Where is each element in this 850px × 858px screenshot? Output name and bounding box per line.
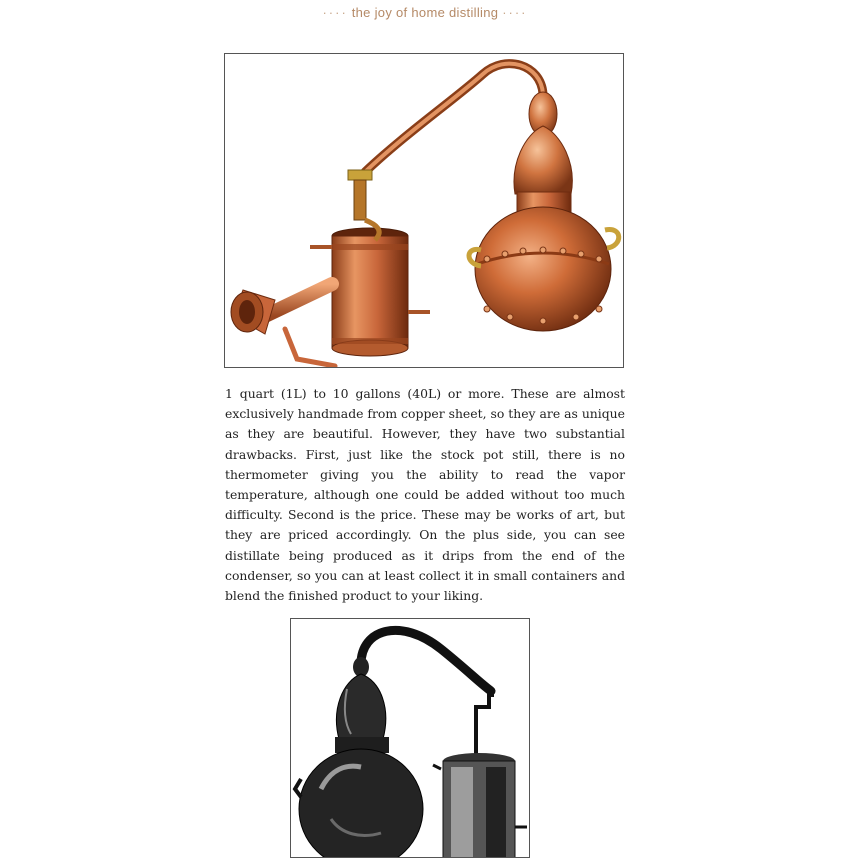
still-dome bbox=[514, 126, 572, 194]
pot-handle-right bbox=[605, 229, 619, 248]
running-head-dots-left: ···· bbox=[322, 5, 348, 20]
running-head bbox=[0, 5, 850, 20]
alembic-still-sketch bbox=[290, 618, 530, 858]
body-paragraph: 1 quart (1L) to 10 gallons (40L) or more. These are almost exclusively handmade from copper sheet, so they are as unique as they are beautiful. However, they have two substantial drawbacks. First, just like the stock pot still, there is no thermometer giving you the ability to read the vapor temperature, although one could be added without too much difficulty. Second is the price. These may be works of art, but they are priced accordingly. On the plus side, you can see distillate being produced as it drips from the end of the condenser, so you can at least collect it in small containers and blend the finished product to your liking. bbox=[225, 386, 625, 604]
brass-fitting bbox=[348, 170, 372, 180]
condenser-barrel bbox=[332, 236, 408, 348]
swan-neck-pipe bbox=[365, 64, 543, 172]
still-sketch-illustration bbox=[291, 619, 529, 857]
sketch-dome bbox=[336, 674, 385, 739]
still-pot bbox=[475, 207, 611, 331]
alembic-still-photo bbox=[224, 53, 624, 368]
alembic-still-illustration bbox=[225, 54, 623, 367]
running-head-title: the joy of home distilling bbox=[351, 5, 499, 20]
sketch-swan-neck bbox=[361, 630, 491, 691]
running-head-dots-right: ···· bbox=[502, 5, 528, 20]
